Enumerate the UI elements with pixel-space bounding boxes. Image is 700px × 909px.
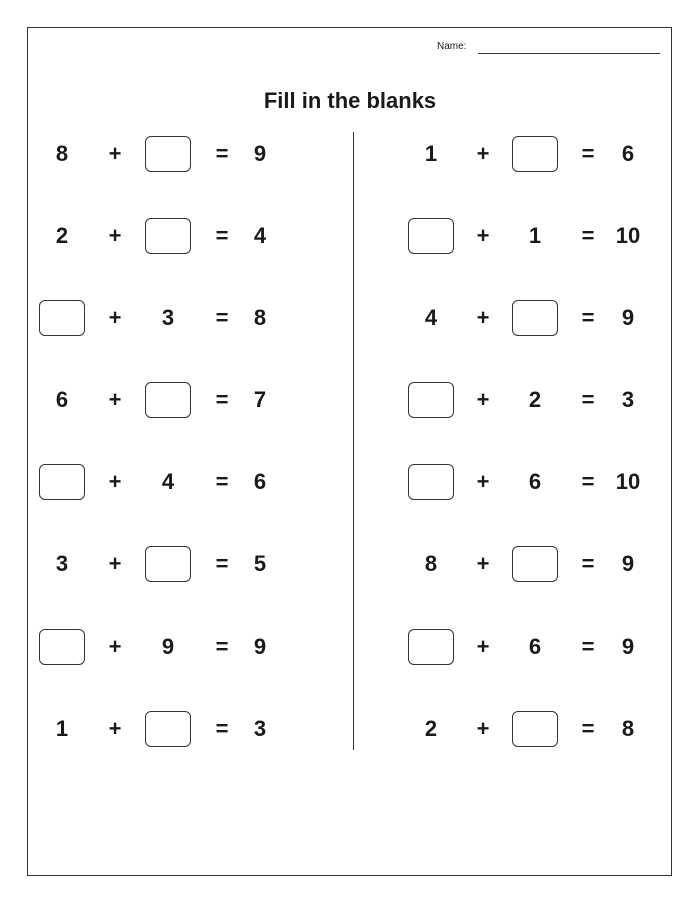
sum-value: 9 <box>621 551 635 576</box>
sum-value: 9 <box>621 634 635 659</box>
plus-sign: + <box>476 141 490 166</box>
addend-a: 1 <box>424 141 438 166</box>
sum-value: 3 <box>253 716 267 741</box>
plus-sign: + <box>476 469 490 494</box>
plus-sign: + <box>476 634 490 659</box>
sum-value: 6 <box>253 469 267 494</box>
addend-b: 6 <box>528 634 542 659</box>
answer-box[interactable] <box>145 382 191 418</box>
name-label: Name: <box>437 41 467 52</box>
addend-b: 6 <box>528 469 542 494</box>
plus-sign: + <box>476 387 490 412</box>
answer-box[interactable] <box>408 629 454 665</box>
answer-box[interactable] <box>512 711 558 747</box>
addend-b: 1 <box>528 223 542 248</box>
sum-value: 10 <box>615 469 641 494</box>
plus-sign: + <box>108 387 122 412</box>
equals-sign: = <box>215 716 229 741</box>
addend-a: 6 <box>55 387 69 412</box>
answer-box[interactable] <box>512 546 558 582</box>
equals-sign: = <box>215 469 229 494</box>
equals-sign: = <box>215 387 229 412</box>
sum-value: 3 <box>621 387 635 412</box>
plus-sign: + <box>108 305 122 330</box>
equals-sign: = <box>581 469 595 494</box>
equals-sign: = <box>581 716 595 741</box>
answer-box[interactable] <box>145 546 191 582</box>
sum-value: 9 <box>253 634 267 659</box>
addend-a: 1 <box>55 716 69 741</box>
equals-sign: = <box>215 551 229 576</box>
equals-sign: = <box>581 387 595 412</box>
addend-a: 4 <box>424 305 438 330</box>
plus-sign: + <box>476 305 490 330</box>
addend-a: 8 <box>424 551 438 576</box>
answer-box[interactable] <box>39 464 85 500</box>
plus-sign: + <box>108 223 122 248</box>
addend-b: 9 <box>161 634 175 659</box>
answer-box[interactable] <box>39 629 85 665</box>
equals-sign: = <box>581 223 595 248</box>
equals-sign: = <box>215 223 229 248</box>
equals-sign: = <box>581 305 595 330</box>
name-input-line[interactable] <box>478 53 660 54</box>
sum-value: 4 <box>253 223 267 248</box>
answer-box[interactable] <box>145 711 191 747</box>
plus-sign: + <box>108 469 122 494</box>
addend-a: 2 <box>55 223 69 248</box>
answer-box[interactable] <box>145 136 191 172</box>
sum-value: 7 <box>253 387 267 412</box>
plus-sign: + <box>108 141 122 166</box>
addend-b: 3 <box>161 305 175 330</box>
equals-sign: = <box>215 305 229 330</box>
plus-sign: + <box>108 634 122 659</box>
answer-box[interactable] <box>512 136 558 172</box>
sum-value: 10 <box>615 223 641 248</box>
addend-a: 3 <box>55 551 69 576</box>
answer-box[interactable] <box>145 218 191 254</box>
equals-sign: = <box>581 141 595 166</box>
equals-sign: = <box>581 551 595 576</box>
answer-box[interactable] <box>512 300 558 336</box>
sum-value: 6 <box>621 141 635 166</box>
addend-a: 8 <box>55 141 69 166</box>
addend-b: 4 <box>161 469 175 494</box>
sum-value: 8 <box>253 305 267 330</box>
answer-box[interactable] <box>39 300 85 336</box>
sum-value: 9 <box>621 305 635 330</box>
plus-sign: + <box>108 716 122 741</box>
answer-box[interactable] <box>408 382 454 418</box>
sum-value: 8 <box>621 716 635 741</box>
addend-a: 2 <box>424 716 438 741</box>
sum-value: 5 <box>253 551 267 576</box>
equals-sign: = <box>215 634 229 659</box>
equals-sign: = <box>581 634 595 659</box>
answer-box[interactable] <box>408 464 454 500</box>
plus-sign: + <box>476 551 490 576</box>
addend-b: 2 <box>528 387 542 412</box>
plus-sign: + <box>108 551 122 576</box>
equals-sign: = <box>215 141 229 166</box>
sum-value: 9 <box>253 141 267 166</box>
plus-sign: + <box>476 716 490 741</box>
worksheet-title: Fill in the blanks <box>263 88 437 113</box>
plus-sign: + <box>476 223 490 248</box>
answer-box[interactable] <box>408 218 454 254</box>
column-divider <box>353 132 354 750</box>
